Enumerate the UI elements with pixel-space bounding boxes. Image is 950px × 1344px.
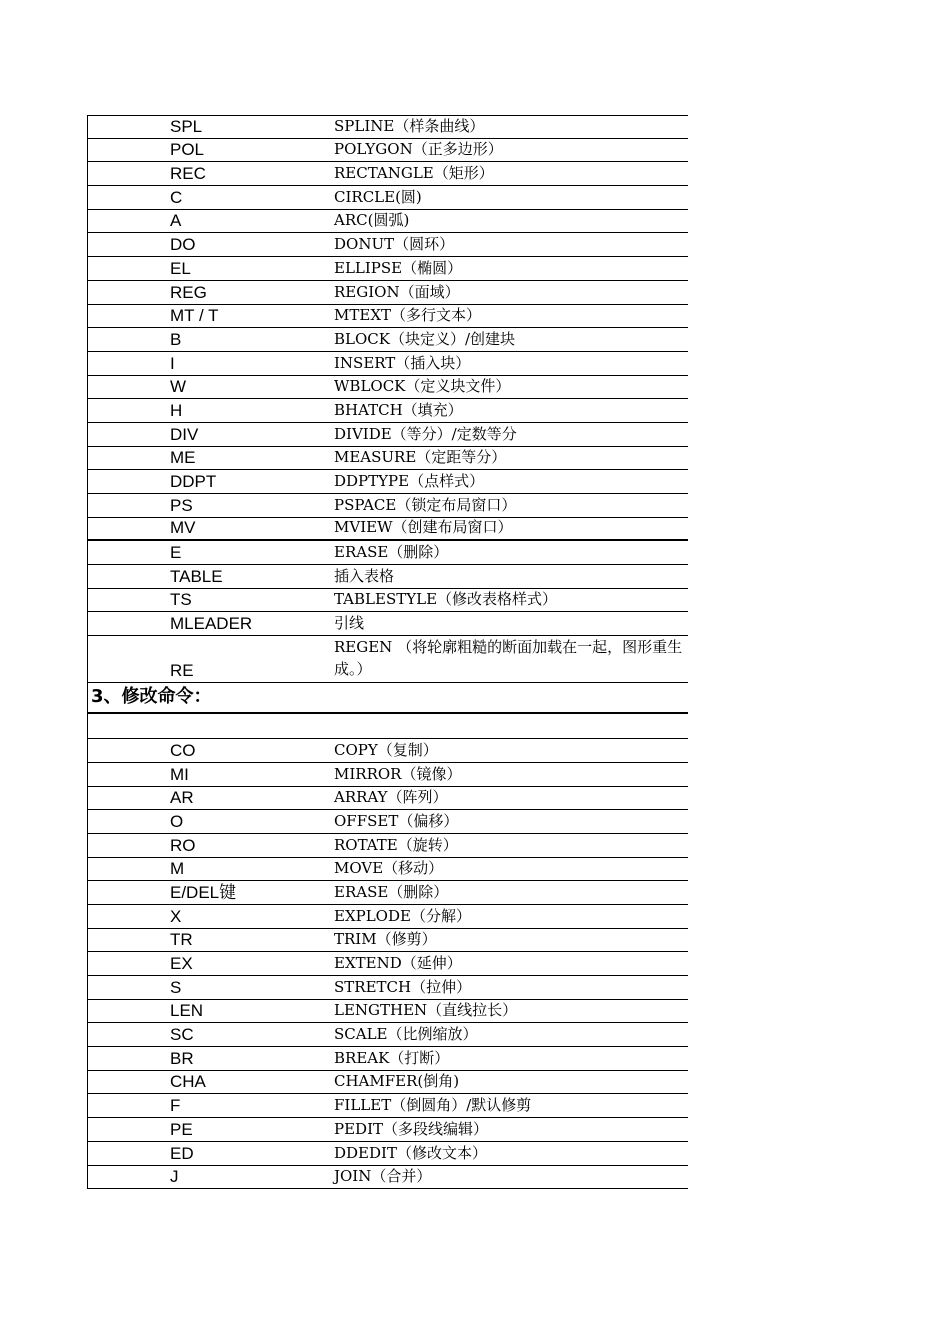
command-abbrev: TS — [170, 590, 192, 610]
command-description: STRETCH（拉伸） — [334, 977, 472, 996]
table-row — [88, 328, 688, 352]
command-abbrev: E/DEL键 — [170, 882, 237, 902]
table-row — [88, 352, 688, 376]
table-row — [88, 1000, 688, 1024]
command-description: SPLINE（样条曲线） — [334, 116, 485, 135]
command-abbrev: SPL — [170, 116, 203, 136]
command-description: ERASE（删除） — [334, 882, 449, 901]
command-description: RECTANGLE（矩形） — [334, 164, 494, 183]
table-row — [88, 186, 688, 210]
table-row — [88, 1047, 688, 1071]
command-abbrev: PE — [170, 1119, 193, 1139]
table-row — [88, 589, 688, 613]
command-abbrev: MI — [170, 764, 189, 784]
command-description: FILLET（倒圆角）/默认修剪 — [334, 1096, 532, 1115]
command-description: DONUT（圆环） — [334, 235, 455, 254]
table-row — [88, 1023, 688, 1047]
command-abbrev: MT / T — [170, 306, 219, 326]
command-abbrev: C — [170, 187, 183, 207]
table-row — [88, 636, 688, 683]
command-abbrev: SC — [170, 1025, 194, 1045]
command-table — [87, 115, 688, 1189]
command-abbrev: J — [170, 1167, 179, 1187]
command-abbrev: I — [170, 353, 175, 373]
command-description: 插入表格 — [334, 566, 395, 585]
table-row — [88, 115, 688, 139]
command-abbrev: X — [170, 906, 182, 926]
command-description: ELLIPSE（椭圆） — [334, 258, 463, 277]
command-abbrev: MV — [170, 518, 196, 538]
table-row — [88, 1118, 688, 1142]
table-row — [88, 763, 688, 787]
command-abbrev: PS — [170, 495, 193, 515]
command-description: PSPACE（锁定布局窗口） — [334, 495, 517, 514]
command-description: REGION（面域） — [334, 282, 460, 301]
command-abbrev: F — [170, 1096, 181, 1116]
table-row — [88, 905, 688, 929]
command-description: CHAMFER(倒角) — [334, 1072, 460, 1091]
command-abbrev: TR — [170, 930, 193, 950]
command-abbrev: M — [170, 859, 185, 879]
table-row — [88, 739, 688, 763]
command-description: EXTEND（延伸） — [334, 954, 462, 972]
command-description: JOIN（合并） — [334, 1167, 432, 1186]
table-row — [88, 541, 688, 565]
command-description: CIRCLE(圆) — [334, 187, 422, 206]
command-description: LENGTHEN（直线拉长） — [334, 1001, 518, 1020]
table-row — [88, 834, 688, 858]
command-abbrev: TABLE — [170, 566, 223, 586]
command-abbrev: DDPT — [170, 472, 217, 491]
command-abbrev: H — [170, 400, 183, 420]
command-description: MTEXT（多行文本） — [334, 306, 481, 325]
command-abbrev: W — [170, 377, 187, 397]
command-description: ROTATE（旋转） — [334, 835, 458, 854]
table-row — [88, 281, 688, 305]
command-description: PEDIT（多段线编辑） — [334, 1119, 488, 1138]
command-description: WBLOCK（定义块文件） — [334, 377, 511, 396]
command-description: TABLESTYLE（修改表格样式） — [334, 590, 558, 609]
command-abbrev: O — [170, 811, 184, 831]
table-row — [88, 612, 688, 636]
command-description: MVIEW（创建布局窗口） — [334, 518, 513, 537]
table-row — [88, 976, 688, 1000]
command-abbrev: ED — [170, 1143, 194, 1163]
command-abbrev: MLEADER — [170, 614, 253, 634]
blank-row — [88, 714, 688, 739]
command-abbrev: LEN — [170, 1001, 204, 1021]
command-abbrev: S — [170, 977, 182, 997]
command-description: OFFSET（偏移） — [334, 811, 459, 830]
command-description: DIVIDE（等分）/定数等分 — [334, 424, 517, 443]
command-abbrev: REC — [170, 164, 206, 184]
table-row — [88, 423, 688, 447]
command-description: BHATCH（填充） — [334, 400, 463, 419]
command-description: SCALE（比例缩放） — [334, 1025, 478, 1044]
command-description: MIRROR（镜像） — [334, 764, 462, 783]
command-abbrev: DIV — [170, 424, 199, 444]
command-description: COPY（复制） — [334, 740, 438, 759]
command-description: MOVE（移动） — [334, 859, 444, 878]
table-row — [88, 1142, 688, 1166]
table-row — [88, 305, 688, 329]
command-abbrev: RO — [170, 835, 196, 855]
section-header-row — [88, 683, 688, 714]
table-row — [88, 257, 688, 281]
command-description: 引线 — [334, 614, 365, 633]
command-description: INSERT（插入块） — [334, 353, 471, 372]
command-description: TRIM（修剪） — [334, 930, 437, 949]
table-row — [88, 376, 688, 400]
command-abbrev: EX — [170, 954, 193, 973]
table-commands-group — [88, 541, 688, 636]
table-row — [88, 1071, 688, 1095]
modify-commands-group — [88, 739, 688, 1189]
table-row — [88, 1166, 688, 1190]
command-description: REGEN （将轮廓粗糙的断面加载在一起，图形重生成。） — [334, 638, 683, 679]
section-title: 3、修改命令： — [91, 686, 212, 708]
command-description: EXPLODE（分解） — [334, 906, 471, 925]
table-row — [88, 565, 688, 589]
command-description: POLYGON（正多边形） — [334, 140, 503, 159]
command-description: MEASURE（定距等分） — [334, 448, 507, 467]
command-abbrev: ME — [170, 448, 196, 468]
command-abbrev: CO — [170, 740, 196, 760]
table-row — [88, 518, 688, 542]
command-abbrev: A — [170, 211, 182, 231]
table-row — [88, 929, 688, 953]
table-row — [88, 447, 688, 471]
command-abbrev: REG — [170, 282, 207, 302]
command-abbrev: RE — [170, 661, 194, 681]
command-abbrev: DO — [170, 235, 196, 255]
table-row — [88, 881, 688, 905]
command-description: DDEDIT（修改文本） — [334, 1143, 487, 1162]
command-abbrev: BR — [170, 1048, 194, 1068]
command-abbrev: CHA — [170, 1072, 206, 1092]
table-row — [88, 470, 688, 494]
command-description: BLOCK（块定义）/创建块 — [334, 329, 516, 348]
table-row — [88, 399, 688, 423]
table-row — [88, 139, 688, 163]
command-abbrev: E — [170, 543, 182, 563]
table-row — [88, 162, 688, 186]
table-row — [88, 233, 688, 257]
table-row — [88, 952, 688, 976]
table-row — [88, 810, 688, 834]
command-description: ARRAY（阵列） — [334, 788, 448, 807]
draw-commands-group — [88, 115, 688, 541]
command-abbrev: AR — [170, 788, 194, 808]
command-description: ARC(圆弧) — [334, 211, 410, 230]
table-row — [88, 210, 688, 234]
table-row — [88, 1094, 688, 1118]
table-row — [88, 787, 688, 811]
command-abbrev: B — [170, 329, 182, 349]
command-description: ERASE（删除） — [334, 543, 449, 562]
command-abbrev: EL — [170, 258, 191, 278]
command-description: BREAK（打断） — [334, 1048, 450, 1067]
command-abbrev: POL — [170, 140, 205, 160]
command-description: DDPTYPE（点样式） — [334, 472, 485, 490]
table-row — [88, 494, 688, 518]
